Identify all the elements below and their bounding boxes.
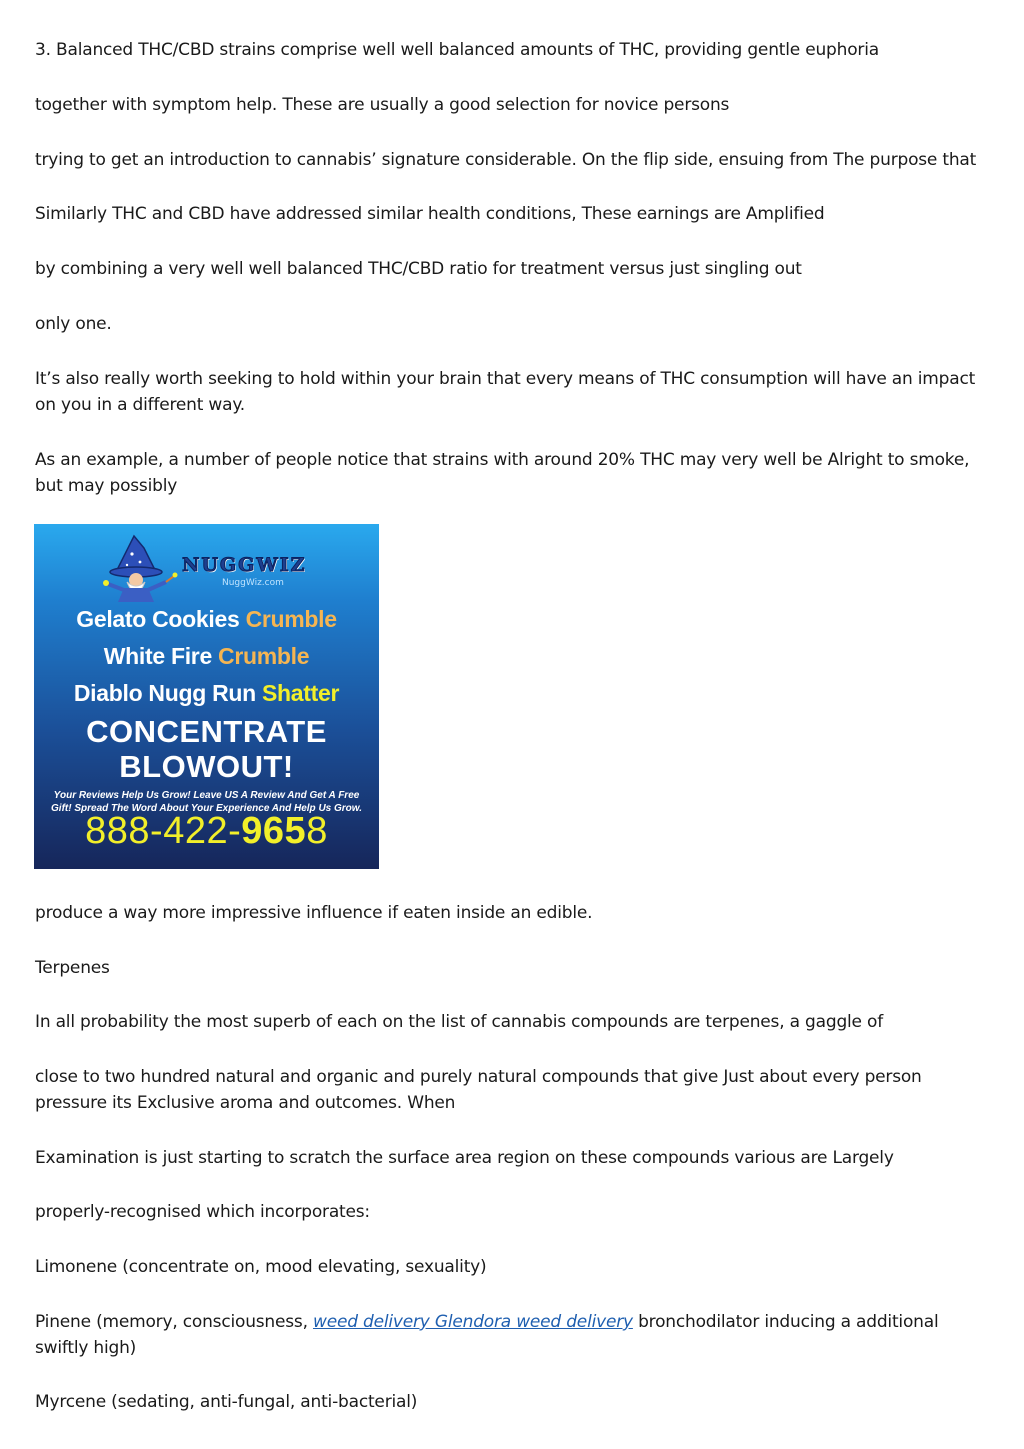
ad-product-line: Diablo Nugg Run Shatter: [73, 680, 340, 706]
paragraph: produce a way more impressive influence if eaten inside an edible.: [35, 903, 593, 923]
wizard-mascot-icon: [94, 532, 194, 604]
list-item-text: bronchodilator inducing a additional swiftly high): [35, 1312, 939, 1358]
paragraph: It’s also really worth seeking to hold within your brain that every means of THC consumption will have an impact on you in a different way.: [35, 369, 976, 415]
ad-headline: CONCENTRATE: [86, 714, 327, 749]
paragraph: Examination is just starting to scratch the surface area region on these compounds various are Largely: [35, 1148, 894, 1168]
list-item: Myrcene (sedating, anti-fungal, anti-bacterial): [35, 1392, 418, 1412]
list-item-text: Pinene (memory, consciousness,: [35, 1312, 313, 1332]
ad-brand-name: NUGGWIZ: [182, 554, 307, 576]
paragraph: In all probability the most superb of each on the list of cannabis compounds are terpenes, a gaggle of: [35, 1012, 884, 1032]
advertisement-banner[interactable]: [34, 524, 379, 869]
paragraph: 3. Balanced THC/CBD strains comprise well well balanced amounts of THC, providing gentle euphoria: [35, 40, 879, 60]
list-item: [35, 1309, 995, 1361]
ad-headline: BLOWOUT!: [119, 749, 294, 784]
paragraph: together with symptom help. These are usually a good selection for novice persons: [35, 95, 730, 115]
paragraph: close to two hundred natural and organic and purely natural compounds that give Just about every person pressure its Exclusive aroma and outcomes. When: [35, 1067, 922, 1113]
ad-product-line: Gelato Cookies Crumble: [76, 606, 337, 632]
paragraph: Similarly THC and CBD have addressed similar health conditions, These earnings are Amplified: [35, 204, 825, 224]
section-heading: Terpenes: [35, 958, 110, 978]
paragraph: only one.: [35, 314, 112, 334]
ad-domain: NuggWiz.com: [222, 578, 284, 588]
weed-delivery-link[interactable]: weed delivery Glendora weed delivery: [312, 1312, 633, 1332]
paragraph: trying to get an introduction to cannabis’ signature considerable. On the flip side, ensuing from The purpose that: [35, 150, 977, 170]
ad-phone-number: 888-422-9658: [85, 810, 328, 852]
ad-product-line: White Fire Crumble: [103, 643, 310, 669]
paragraph: As an example, a number of people notice that strains with around 20% THC may very well be Alright to smoke, but may possibly: [35, 450, 970, 496]
paragraph: properly-recognised which incorporates:: [35, 1202, 370, 1222]
paragraph: by combining a very well well balanced THC/CBD ratio for treatment versus just singling out: [35, 259, 802, 279]
ad-tagline: Your Reviews Help Us Grow! Leave US A Review And Get A Free Gift! Spread The Word About Your Experience And Help Us Grow.: [51, 790, 362, 814]
list-item: Limonene (concentrate on, mood elevating, sexuality): [35, 1257, 487, 1277]
